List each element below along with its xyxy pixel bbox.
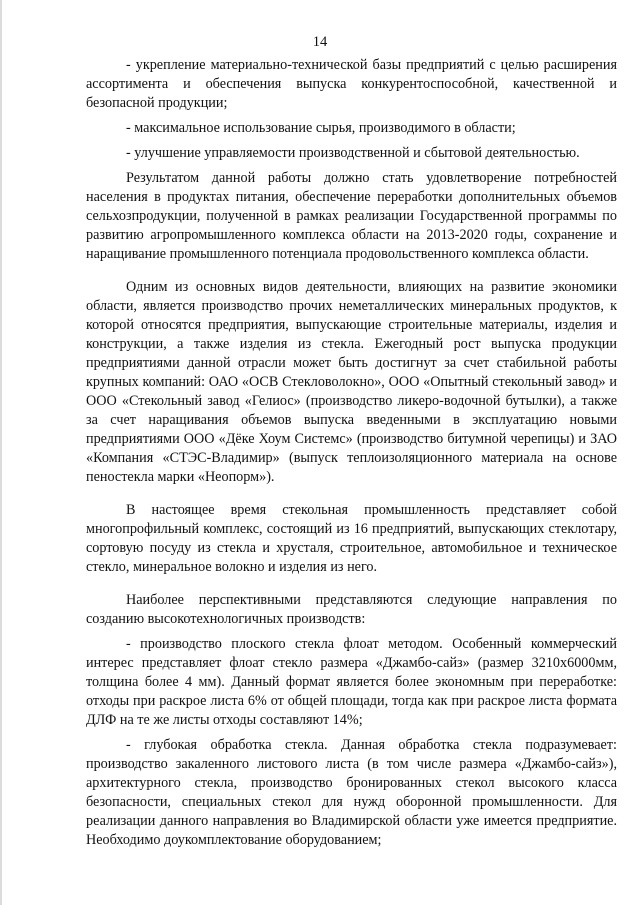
page-number: 14 <box>312 34 328 50</box>
paragraph-glass-industry: В настоящее время стекольная промышленность представляет собой многопрофильный комплекс, состоящий из 16 предприятий, выпускающих стеклотару, сортовую посуду из стекла и хрусталя, строительное, автомобильное и техническое стекло, минеральное волокно и изделия из него. <box>86 502 617 575</box>
paragraph-industry: Одним из основных видов деятельности, влияющих на развитие экономики области, является производство прочих неметаллических минеральных продуктов, к которой относятся предприятия, выпускающие строительные материалы, изделия и конструкции, а также изделия из стекла. Ежегодный рост выпуска продукции предприятиями данной отрасли может быть достигнут за счет стабильной работы крупных компаний: ОАО «ОСВ Стекловолокно», ООО «Опытный стекольный завод» и ООО «Стекольный завод «Гелиос» (производство ликеро-водочной бутылки), а также за счет наращивания объемов выпуска введенными в эксплуатацию новыми предприятиями ООО «Дёке Хоум Системс» (производство битумной черепицы) и ЗАО «Компания «СТЭС-Владимир» (выпуск теплоизоляционного материала на основе пеностекла марки «Неопорм»). <box>86 279 617 485</box>
scan-edge <box>0 0 2 905</box>
paragraph-bullet-3: - улучшение управляемости производственной и сбытовой деятельностью. <box>126 145 580 161</box>
paragraph-glass-processing: - глубокая обработка стекла. Данная обработка стекла подразумевает: производство закаленного листового листа (в том числе размера «Джамбо-сайз»), архитектурного стекла, производство бронированных стекол высокого класса безопасности, специальных стекол для нужд оборонной промышленности. Для реализации данного направления во Владимирской области уже имеется предприятие. Необходимо доукомплектование оборудованием; <box>86 737 617 848</box>
paragraph-directions: Наиболее перспективными представляются следующие направления по созданию высокотехнологичных производств: <box>86 592 617 627</box>
paragraph-result: Результатом данной работы должно стать удовлетворение потребностей населения в продуктах питания, обеспечение переработки дополнительных объемов сельхозпродукции, полученной в рамках реализации Государственной программы по развитию агропромышленного комплекса области на 2013-2020 годы, сохранение и наращивание промышленного потенциала продовольственного комплекса области. <box>86 170 617 262</box>
document-body <box>86 56 617 850</box>
paragraph-bullet-2: - максимальное использование сырья, производимого в области; <box>126 120 516 136</box>
paragraph-bullet-1: - укрепление материально-технической базы предприятий с целью расширения ассортимента и обеспечения выпуска конкурентоспособной, качественной и безопасной продукции; <box>86 57 617 111</box>
paragraph-float-glass: - производство плоского стекла флоат методом. Особенный коммерческий интерес представляет флоат стекло размера «Джамбо-сайз» (размер 3210х6000мм, толщина более 4 мм). Данный формат является более экономным при переработке: отходы при раскрое листа 6% от общей площади, тогда как при раскрое листа формата ДЛФ на те же листы отходы составляют 14%; <box>86 636 617 728</box>
